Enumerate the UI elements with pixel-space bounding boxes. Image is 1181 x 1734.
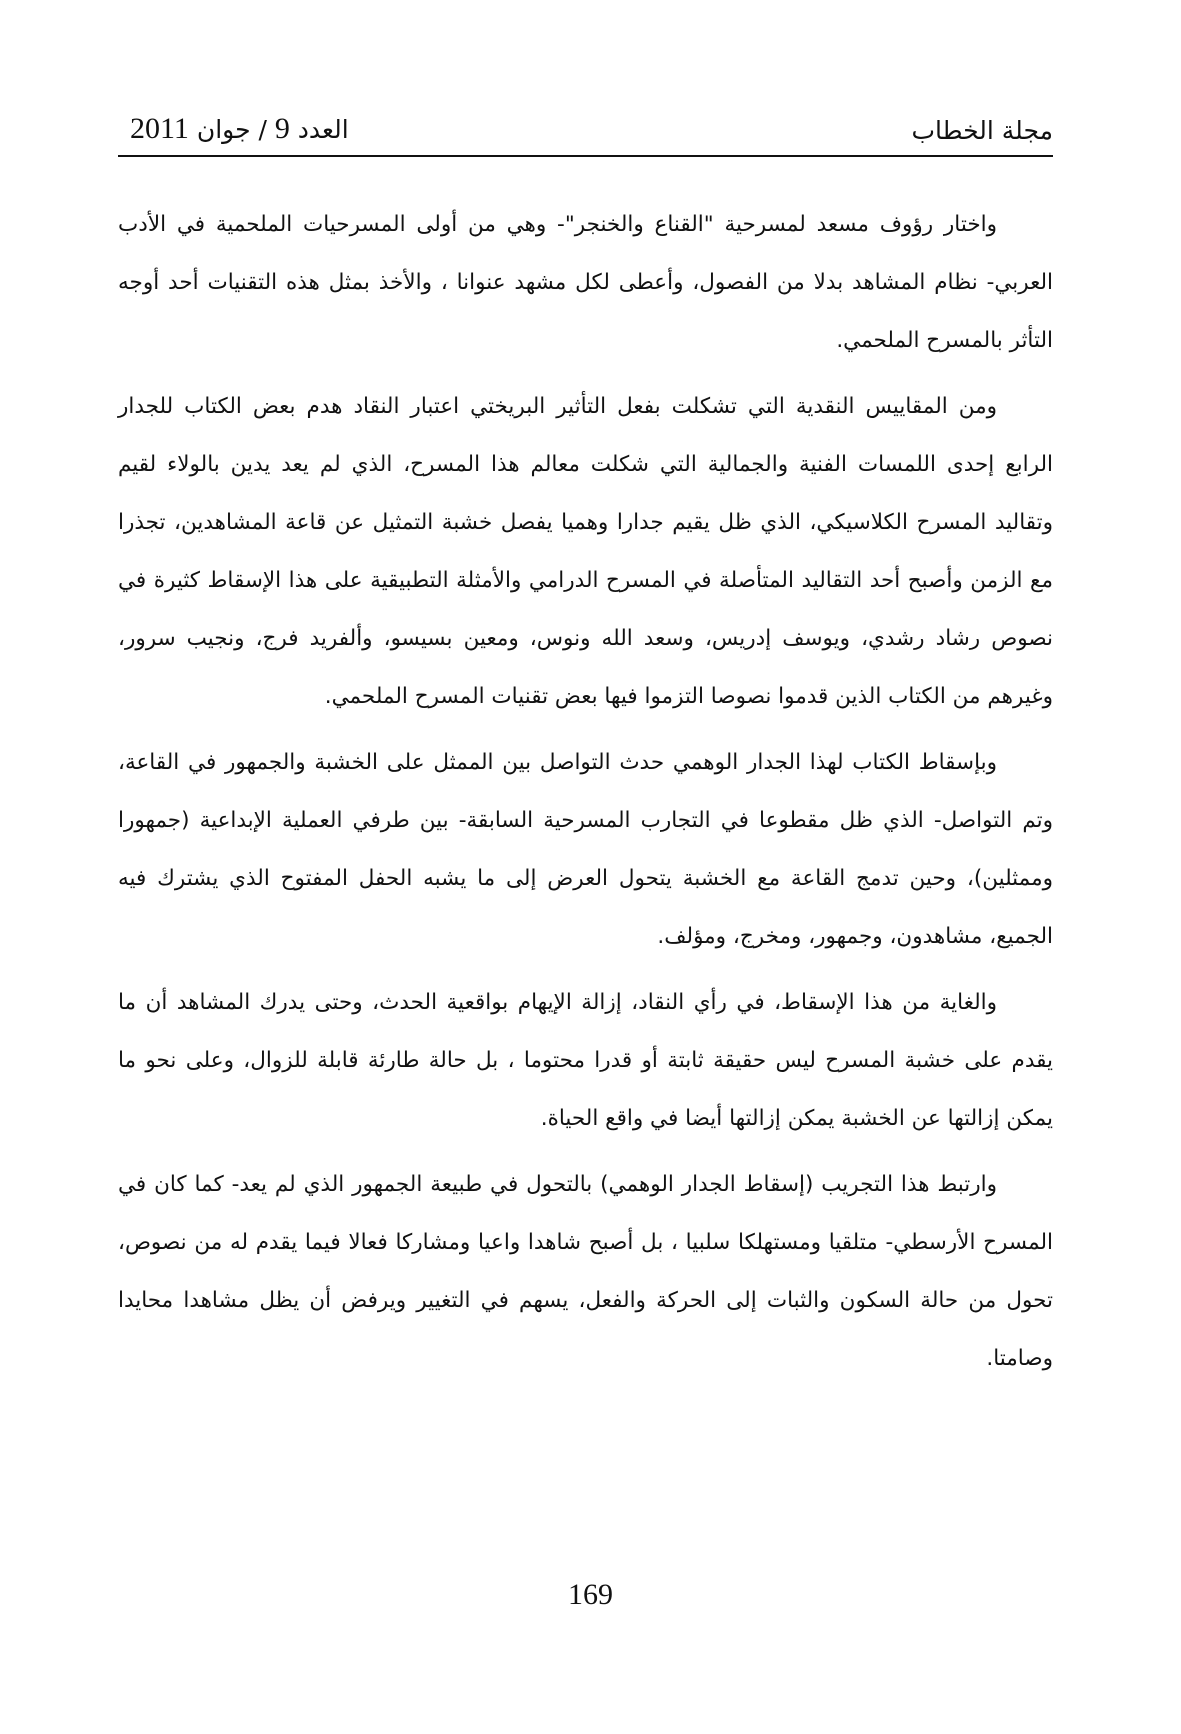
issue-number: 9 — [274, 112, 290, 145]
paragraph: والغاية من هذا الإسقاط، في رأي النقاد، إزالة الإيهام بواقعية الحدث، وحتى يدرك المشاهد أن ما يقدم على خشبة المسرح ليس حقيقة ثابتة أو قدرا محتوما ، بل حالة طارئة قابلة للزوال، وعلى نحو ما يمكن إزالتها عن الخشبة يمكن إزالتها أيضا في واقع الحياة. — [118, 990, 1053, 1131]
journal-title: مجلة الخطاب — [911, 116, 1053, 145]
issue-year: 2011 — [130, 112, 189, 145]
paragraph: ومن المقاييس النقدية التي تشكلت بفعل التأثير البريختي اعتبار النقاد هدم بعض الكتاب للجدار الرابع إحدى اللمسات الفنية والجمالية التي شكلت معالم هذا المسرح، الذي لم يعد يدين بالولاء لقيم وتقاليد المسرح الكلاسيكي، الذي ظل يقيم جدارا وهميا يفصل خشبة التمثيل عن قاعة المشاهدين، تجذرا مع الزمن وأصبح أحد التقاليد المتأصلة في المسرح الدرامي والأمثلة التطبيقية على هذا الإسقاط كثيرة في نصوص رشاد رشدي، ويوسف إدريس، وسعد الله ونوس، ومعين بسيسو، وألفريد فرج، ونجيب سرور، وغيرهم من الكتاب الذين قدموا نصوصا التزموا فيها بعض تقنيات المسرح الملحمي. — [118, 394, 1053, 709]
page-number: 169 — [568, 1578, 613, 1611]
issue-info — [130, 112, 349, 146]
paragraph: واختار رؤوف مسعد لمسرحية "القناع والخنجر"- وهي من أولى المسرحيات الملحمية في الأدب العربي- نظام المشاهد بدلا من الفصول، وأعطى لكل مشهد عنوانا ، والأخذ بمثل هذه التقنيات أحد أوجه التأثر بالمسرح الملحمي. — [118, 212, 1053, 353]
article-body — [118, 196, 1053, 1396]
paragraph: وبإسقاط الكتاب لهذا الجدار الوهمي حدث التواصل بين الممثل على الخشبة والجمهور في القاعة، وتم التواصل- الذي ظل مقطوعا في التجارب المسرحية السابقة- بين طرفي العملية الإبداعية (جمهورا وممثلين)، وحين تدمج القاعة مع الخشبة يتحول العرض إلى ما يشبه الحفل المفتوح الذي يشترك فيه الجميع، مشاهدون، وجمهور، ومخرج، ومؤلف. — [118, 750, 1053, 949]
paragraph: وارتبط هذا التجريب (إسقاط الجدار الوهمي) بالتحول في طبيعة الجمهور الذي لم يعد- كما كان في المسرح الأرسطي- متلقيا ومستهلكا سلبيا ، بل أصبح شاهدا واعيا ومشاركا فعالا فيما يقدم له من نصوص، تحول من حالة السكون والثبات إلى الحركة والفعل، يسهم في التغيير ويرفض أن يظل مشاهدا محايدا وصامتا. — [118, 1172, 1053, 1371]
issue-prefix: العدد — [297, 115, 349, 144]
page-header — [118, 108, 1053, 152]
header-divider — [118, 155, 1053, 157]
issue-separator: / جوان — [196, 115, 267, 144]
